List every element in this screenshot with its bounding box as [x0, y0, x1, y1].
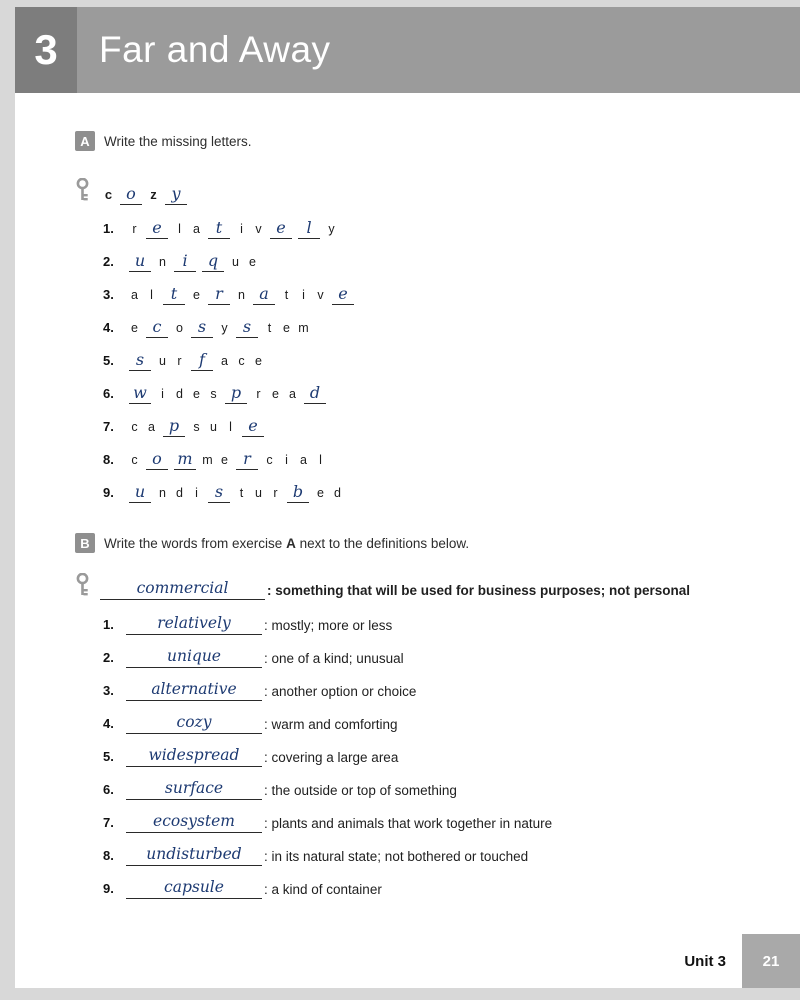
printed-letter: m	[202, 453, 213, 467]
section-a	[75, 131, 800, 503]
handwritten-letter: t	[170, 284, 178, 303]
definition-item	[103, 812, 800, 833]
missing-letter-blank	[242, 416, 264, 437]
definition-text: : mostly; more or less	[264, 618, 393, 633]
printed-letter: l	[319, 453, 322, 467]
printed-letter: t	[267, 321, 272, 335]
printed-letter: e	[249, 255, 256, 269]
answer-line	[100, 579, 265, 600]
key-icon	[75, 178, 91, 207]
item-number: 1.	[103, 221, 114, 236]
handwritten-answer: commercial	[136, 579, 229, 597]
handwritten-letter: r	[215, 284, 223, 303]
printed-letter: a	[148, 420, 155, 434]
handwritten-letter: u	[134, 251, 146, 270]
handwritten-letter: a	[259, 284, 269, 303]
missing-letter-blank	[163, 416, 185, 437]
unit-footer-label: Unit 3	[684, 952, 726, 970]
item-number: 3.	[103, 287, 114, 302]
answer-line	[126, 779, 262, 800]
missing-letter-blank	[129, 482, 151, 503]
word-tokens	[126, 251, 261, 272]
printed-letter: l	[178, 222, 181, 236]
printed-letter: a	[300, 453, 307, 467]
handwritten-letter: m	[177, 449, 193, 468]
word-tokens	[126, 284, 357, 305]
printed-letter: t	[284, 288, 289, 302]
missing-letter-blank	[270, 218, 292, 239]
printed-letter: a	[221, 354, 228, 368]
word-item	[103, 383, 800, 404]
word-item	[103, 449, 800, 470]
handwritten-letter: r	[243, 449, 251, 468]
handwritten-answer: widespread	[148, 746, 240, 764]
printed-letter: u	[255, 486, 262, 500]
missing-letter-blank	[208, 482, 230, 503]
missing-letter-blank	[174, 251, 196, 272]
word-item	[103, 218, 800, 239]
definition-item	[103, 713, 800, 734]
item-number: 4.	[103, 716, 114, 731]
printed-letter: c	[266, 453, 273, 467]
definition-text: : something that will be used for business purposes; not personal	[267, 583, 691, 598]
instruction-exercise-ref: A	[286, 535, 296, 551]
item-number: 5.	[103, 749, 114, 764]
printed-letter: e	[221, 453, 228, 467]
handwritten-letter: t	[215, 218, 223, 237]
missing-letter-blank	[191, 317, 213, 338]
answer-line	[126, 647, 262, 668]
item-number: 2.	[103, 254, 114, 269]
printed-letter: c	[104, 187, 113, 202]
printed-letter: n	[159, 255, 166, 269]
section-b	[75, 533, 800, 899]
printed-letter: m	[298, 321, 309, 335]
printed-letter: r	[177, 354, 182, 368]
missing-letter-blank	[129, 350, 151, 371]
answer-line	[126, 812, 262, 833]
missing-letter-blank	[332, 284, 354, 305]
word-item	[103, 482, 800, 503]
printed-letter: e	[131, 321, 138, 335]
printed-letter: e	[193, 387, 200, 401]
printed-letter: o	[176, 321, 183, 335]
definition-text: : covering a large area	[264, 750, 399, 765]
printed-letter: c	[131, 453, 138, 467]
handwritten-letter: e	[276, 218, 286, 237]
missing-letter-blank	[225, 383, 247, 404]
word-item	[103, 284, 800, 305]
answer-line	[126, 680, 262, 701]
word-tokens	[126, 416, 267, 437]
missing-letter-blank	[202, 251, 224, 272]
item-number: 7.	[103, 815, 114, 830]
section-b-example	[75, 579, 800, 600]
handwritten-letter: o	[126, 184, 136, 203]
item-number: 8.	[103, 848, 114, 863]
section-b-label: B	[75, 533, 95, 553]
printed-letter: y	[328, 222, 335, 236]
item-number: 4.	[103, 320, 114, 335]
answer-line	[126, 713, 262, 734]
definition-item	[103, 614, 800, 635]
item-number: 2.	[103, 650, 114, 665]
missing-letter-blank	[208, 284, 230, 305]
missing-letter-blank	[191, 350, 213, 371]
definition-text: : a kind of container	[264, 882, 382, 897]
handwritten-answer: alternative	[151, 680, 237, 698]
key-icon	[75, 573, 91, 602]
printed-letter: d	[176, 387, 183, 401]
handwritten-letter: s	[242, 317, 252, 336]
item-number: 9.	[103, 485, 114, 500]
definition-text: : another option or choice	[264, 684, 417, 699]
word-item	[103, 317, 800, 338]
missing-letter-blank	[163, 284, 185, 305]
item-number: 8.	[103, 452, 114, 467]
missing-letter-blank	[304, 383, 326, 404]
definition-item	[103, 845, 800, 866]
printed-letter: i	[240, 222, 243, 236]
missing-letter-blank	[146, 218, 168, 239]
handwritten-letter: w	[133, 383, 147, 402]
unit-banner	[15, 7, 800, 93]
handwritten-letter: s	[214, 482, 224, 501]
handwritten-letter: d	[309, 383, 321, 402]
section-a-items	[75, 218, 800, 503]
handwritten-answer: ecosystem	[153, 812, 235, 830]
definition-item	[103, 680, 800, 701]
page-footer	[684, 934, 800, 988]
section-a-header	[75, 131, 800, 151]
printed-letter: e	[193, 288, 200, 302]
definition-item	[103, 878, 800, 899]
printed-letter: d	[334, 486, 341, 500]
handwritten-letter: s	[197, 317, 207, 336]
item-number: 6.	[103, 782, 114, 797]
definition-text: : plants and animals that work together in nature	[264, 816, 553, 831]
page-content	[15, 131, 800, 899]
workbook-page	[15, 7, 800, 988]
item-number: 5.	[103, 353, 114, 368]
printed-letter: d	[176, 486, 183, 500]
missing-letter-blank	[129, 251, 151, 272]
handwritten-answer: unique	[166, 647, 221, 665]
printed-letter: u	[232, 255, 239, 269]
printed-letter: z	[150, 187, 157, 202]
handwritten-letter: e	[338, 284, 348, 303]
missing-letter-blank	[129, 383, 151, 404]
definition-text: : one of a kind; unusual	[264, 651, 404, 666]
printed-letter: i	[302, 288, 305, 302]
printed-letter: a	[193, 222, 200, 236]
missing-letter-blank	[298, 218, 320, 239]
handwritten-answer: cozy	[176, 713, 212, 731]
printed-letter: r	[256, 387, 261, 401]
printed-letter: r	[132, 222, 137, 236]
word-tokens	[126, 350, 267, 371]
printed-letter: a	[289, 387, 296, 401]
printed-letter: u	[159, 354, 166, 368]
missing-letter-blank	[165, 184, 187, 205]
definition-text: : warm and comforting	[264, 717, 398, 732]
word-tokens	[126, 449, 329, 470]
answer-line	[126, 746, 262, 767]
missing-letter-blank	[236, 317, 258, 338]
printed-letter: u	[210, 420, 217, 434]
printed-letter: v	[255, 222, 262, 236]
printed-letter: c	[238, 354, 245, 368]
section-a-label: A	[75, 131, 95, 151]
item-number: 7.	[103, 419, 114, 434]
printed-letter: n	[238, 288, 245, 302]
handwritten-answer: undisturbed	[146, 845, 242, 863]
instruction-suffix: next to the definitions below.	[295, 535, 470, 551]
item-number: 9.	[103, 881, 114, 896]
handwritten-letter: l	[306, 218, 312, 237]
answer-line	[126, 614, 262, 635]
printed-letter: e	[317, 486, 324, 500]
printed-letter: a	[131, 288, 138, 302]
section-a-example	[75, 176, 800, 205]
missing-letter-blank	[236, 449, 258, 470]
handwritten-letter: f	[199, 350, 205, 369]
handwritten-letter: u	[134, 482, 146, 501]
printed-letter: i	[161, 387, 164, 401]
printed-letter: t	[239, 486, 244, 500]
handwritten-letter: o	[152, 449, 162, 468]
printed-letter: n	[159, 486, 166, 500]
printed-letter: e	[272, 387, 279, 401]
answer-line	[126, 878, 262, 899]
section-b-items	[75, 614, 800, 899]
page-number: 21	[742, 934, 800, 988]
printed-letter: s	[210, 387, 217, 401]
handwritten-letter: e	[248, 416, 258, 435]
printed-letter: l	[229, 420, 232, 434]
printed-letter: c	[131, 420, 138, 434]
handwritten-answer: surface	[164, 779, 224, 797]
word-tokens	[126, 383, 329, 404]
handwritten-letter: s	[135, 350, 145, 369]
definition-item	[103, 647, 800, 668]
printed-letter: y	[221, 321, 228, 335]
definition-text: : the outside or top of something	[264, 783, 457, 798]
printed-letter: s	[193, 420, 200, 434]
printed-letter: i	[285, 453, 288, 467]
item-number: 1.	[103, 617, 114, 632]
answer-line	[126, 845, 262, 866]
printed-letter: l	[150, 288, 153, 302]
handwritten-letter: y	[171, 184, 181, 203]
word-item	[103, 350, 800, 371]
missing-letter-blank	[146, 317, 168, 338]
handwritten-letter: b	[292, 482, 304, 501]
handwritten-letter: q	[207, 251, 219, 270]
printed-letter: e	[283, 321, 290, 335]
missing-letter-blank	[146, 449, 168, 470]
handwritten-letter: e	[152, 218, 162, 237]
handwritten-letter: i	[182, 251, 188, 270]
handwritten-letter: p	[230, 383, 242, 402]
missing-letter-blank	[208, 218, 230, 239]
instruction-prefix: Write the words from exercise	[104, 535, 287, 551]
item-number: 3.	[103, 683, 114, 698]
missing-letter-blank	[253, 284, 275, 305]
handwritten-answer: capsule	[164, 878, 224, 896]
missing-letter-blank	[174, 449, 196, 470]
example-word	[100, 184, 190, 205]
printed-letter: e	[255, 354, 262, 368]
item-number: 6.	[103, 386, 114, 401]
word-item	[103, 251, 800, 272]
definition-item	[103, 746, 800, 767]
definition-item	[103, 779, 800, 800]
printed-letter: i	[195, 486, 198, 500]
section-b-instruction	[104, 536, 469, 551]
section-a-instruction: Write the missing letters.	[104, 133, 252, 149]
word-tokens	[126, 482, 346, 503]
handwritten-answer: relatively	[157, 614, 231, 632]
section-b-header	[75, 533, 800, 553]
word-tokens	[126, 317, 312, 338]
printed-letter: r	[273, 486, 278, 500]
handwritten-letter: p	[168, 416, 180, 435]
missing-letter-blank	[120, 184, 142, 205]
handwritten-letter: c	[152, 317, 162, 336]
unit-title: Far and Away	[99, 29, 331, 70]
missing-letter-blank	[287, 482, 309, 503]
definition-text: : in its natural state; not bothered or touched	[264, 849, 529, 864]
printed-letter: v	[317, 288, 324, 302]
unit-number: 3	[15, 7, 77, 93]
word-tokens	[126, 218, 340, 239]
word-item	[103, 416, 800, 437]
